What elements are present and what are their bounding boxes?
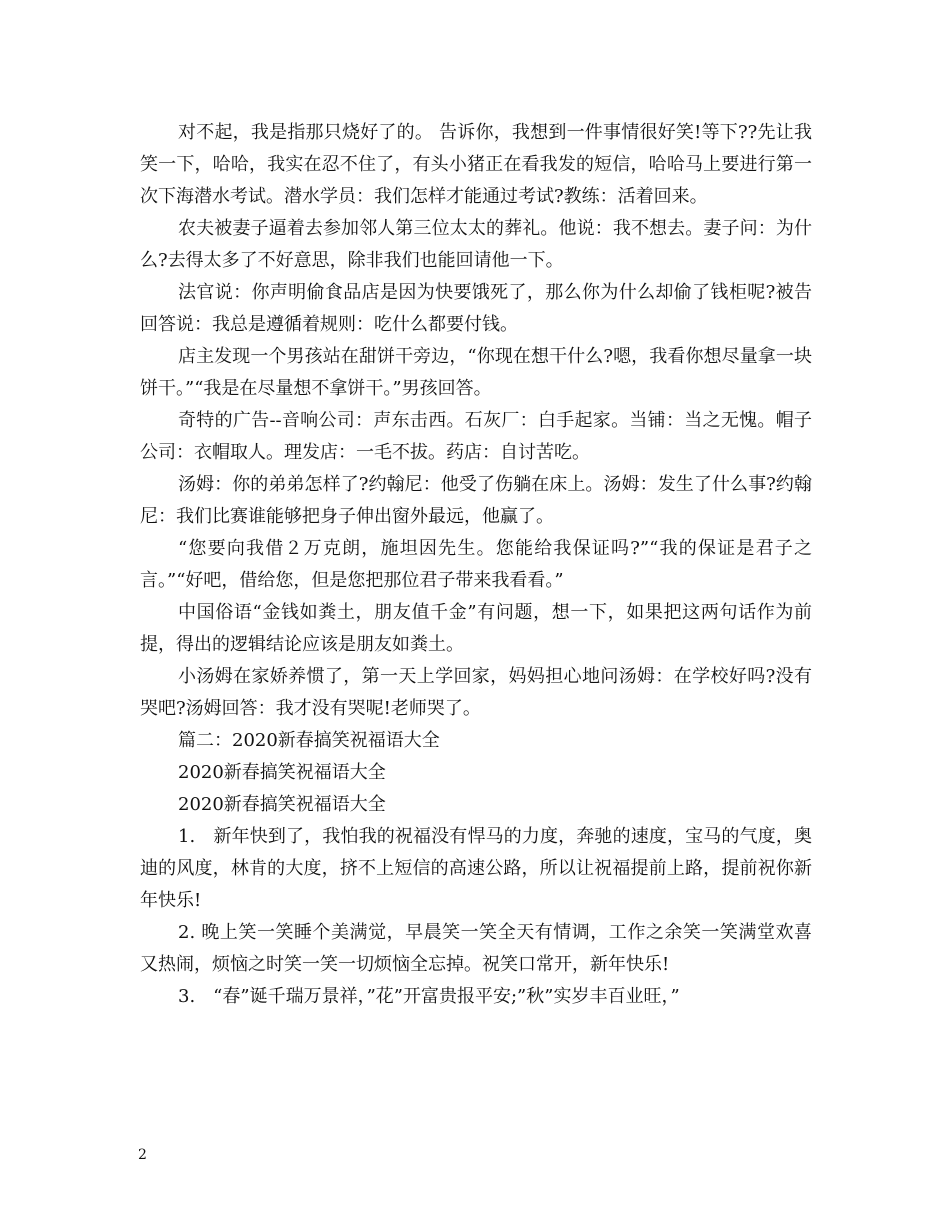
paragraph: 小汤姆在家娇养惯了，第一天上学回家，妈妈担心地问汤姆：在学校好吗?没有哭吧?汤姆回答：我才没有哭呢!老师哭了。 bbox=[140, 666, 812, 719]
paragraph: 对不起，我是指那只烧好了的。 告诉你，我想到一件事情很好笑!等下??先让我笑一下，哈哈，我实在忍不住了，有头小猪正在看我发的短信，哈哈马上要进行第一次下海潜水考试。潜水学员：我们怎样才能通过考试?教练：活着回来。 bbox=[140, 122, 812, 207]
paragraph: “您要向我借２万克朗，施坦因先生。您能给我保证吗?”“我的保证是君子之言。”“好吧，借给您，但是您把那位君子带来我看看。” bbox=[140, 538, 812, 591]
paragraph: 法官说：你声明偷食品店是因为快要饿死了，那么你为什么却偷了钱柜呢?被告回答说：我总是遵循着规则：吃什么都要付钱。 bbox=[140, 282, 812, 335]
section-title: 2020新春搞笑祝福语大全 bbox=[178, 762, 386, 783]
paragraph: 中国俗语“金钱如粪土，朋友值千金”有问题，想一下，如果把这两句话作为前提，得出的逻辑结论应该是朋友如粪土。 bbox=[140, 602, 812, 655]
list-item: 3. “春”诞千瑞万景祥，”花”开富贵报平安;”秋”实岁丰百业旺，” bbox=[178, 986, 680, 1007]
list-item: 1. 新年快到了，我怕我的祝福没有悍马的力度，奔驰的速度，宝马的气度，奥迪的风度，林肯的大度，挤不上短信的高速公路，所以让祝福提前上路，提前祝你新年快乐! bbox=[140, 826, 812, 911]
document-body bbox=[140, 117, 812, 1013]
list-item: 2. 晚上笑一笑睡个美满觉，早晨笑一笑全天有情调，工作之余笑一笑满堂欢喜又热闹，烦恼之时笑一笑一切烦恼全忘掉。祝笑口常开，新年快乐! bbox=[140, 922, 812, 975]
paragraph: 汤姆：你的弟弟怎样了?约翰尼：他受了伤躺在床上。汤姆：发生了什么事?约翰尼：我们比赛谁能够把身子伸出窗外最远，他赢了。 bbox=[140, 474, 812, 527]
section-title: 2020新春搞笑祝福语大全 bbox=[178, 794, 386, 815]
section-heading: 篇二：2020新春搞笑祝福语大全 bbox=[178, 730, 440, 751]
page-number: 2 bbox=[138, 1147, 147, 1163]
paragraph: 奇特的广告--音响公司：声东击西。石灰厂：白手起家。当铺：当之无愧。帽子公司：衣帽取人。理发店：一毛不拔。药店：自讨苦吃。 bbox=[140, 410, 812, 463]
paragraph: 店主发现一个男孩站在甜饼干旁边，“你现在想干什么?嗯，我看你想尽量拿一块饼干。”“我是在尽量想不拿饼干。”男孩回答。 bbox=[140, 346, 812, 399]
paragraph: 农夫被妻子逼着去参加邻人第三位太太的葬礼。他说：我不想去。妻子问：为什么?去得太多了不好意思，除非我们也能回请他一下。 bbox=[140, 218, 812, 271]
